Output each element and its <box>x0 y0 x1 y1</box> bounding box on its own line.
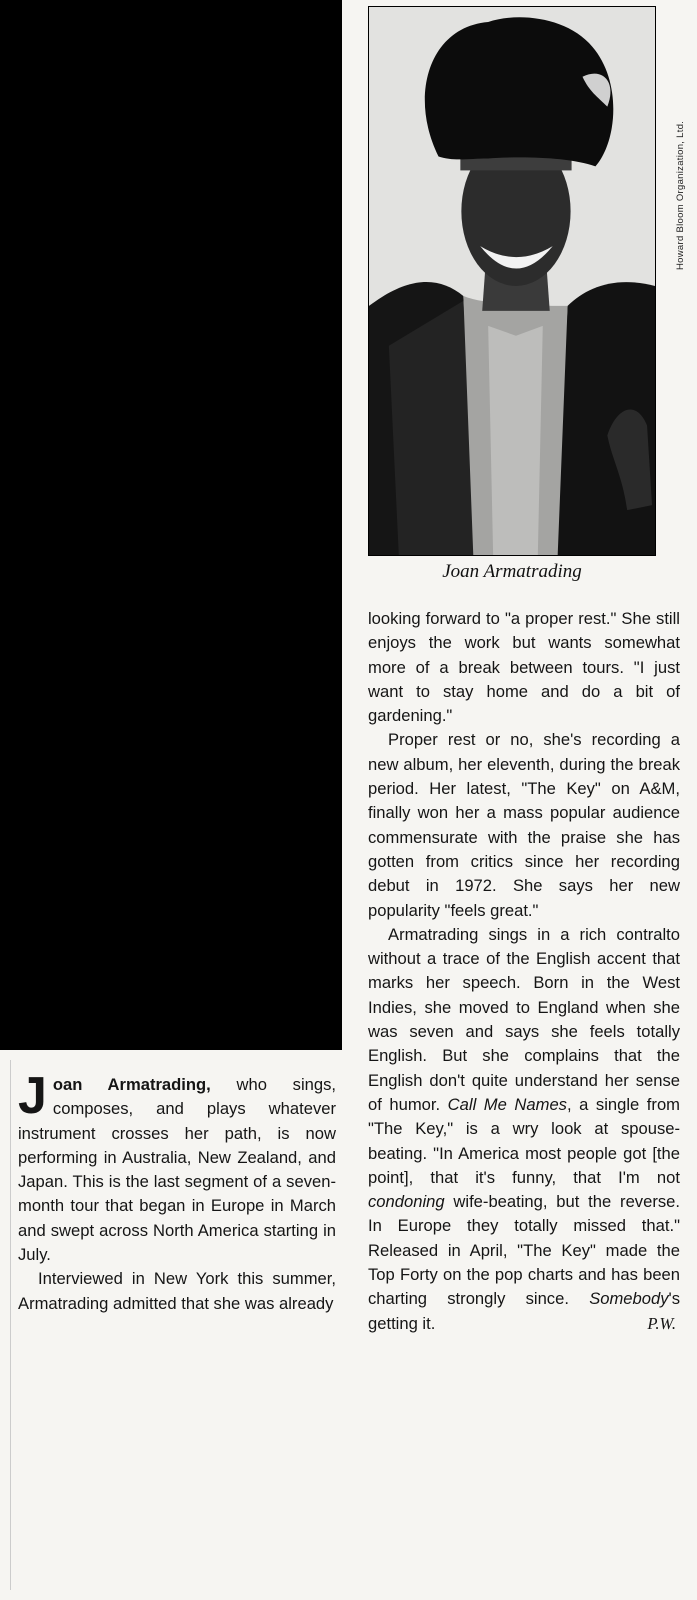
photo-credit: Howard Bloom Organization, Ltd. <box>675 120 686 270</box>
portrait-illustration <box>369 7 655 555</box>
lead-paragraph <box>18 1067 337 1267</box>
song-title: Call Me Names <box>447 1094 567 1114</box>
paragraph: Proper rest or no, she's recording a new album, her eleventh, during the break period. Her latest, "The Key" on A&M, finally won her a mass popular audience commensurate with the praise she has gotten from critics since her recording debut in 1972. She says her new popularity "feels great." <box>368 730 680 920</box>
article-right-column <box>368 607 680 1336</box>
text-run: wife-beating, but the reverse. In Europe they totally missed that." Released in April, "The Key" made the Top Forty on the pop charts and has been charting strongly since. <box>368 1192 680 1309</box>
drop-cap: J <box>18 1067 47 1125</box>
paragraph: looking forward to "a proper rest." She still enjoys the work but wants somewhat more of a break between tours. "I just want to stay home and do a bit of gardening." <box>368 609 680 726</box>
text-run: , a single from "The Key," is a wry look at spouse-beating. "In America most people got [the point], that it's funny, that I'm not <box>368 1094 680 1187</box>
article-left-column <box>18 1067 337 1316</box>
emphasis: condoning <box>368 1192 445 1212</box>
paragraph: Interviewed in New York this summer, Armatrading admitted that she was already <box>18 1269 336 1313</box>
paragraph <box>368 923 680 1336</box>
text-run: Armatrading sings in a rich contralto without a trace of the English accent that marks her speech. Born in the West Indies, she moved to England when she was seven and says she feels totally English. But she complains that the English don't quite understand her sense of humor. <box>368 924 680 1114</box>
author-signature: P.W. <box>647 1313 676 1333</box>
column-rule <box>10 1060 11 1590</box>
portrait-photo <box>368 6 656 556</box>
text-run: 's getting it. <box>368 1289 680 1333</box>
black-image-area <box>0 0 342 1050</box>
text-run: who sings, composes, and plays whatever instrument crosses her path, is now performing in Australia, New Zealand, and Japan. This is the last segment of a seven-month tour that began in Europe in March and swept across North America starting in July. <box>18 1075 337 1265</box>
photo-caption: Joan Armatrading <box>442 561 582 582</box>
lead-name: oan Armatrading, <box>52 1075 211 1094</box>
emphasis: Somebody <box>589 1289 669 1309</box>
